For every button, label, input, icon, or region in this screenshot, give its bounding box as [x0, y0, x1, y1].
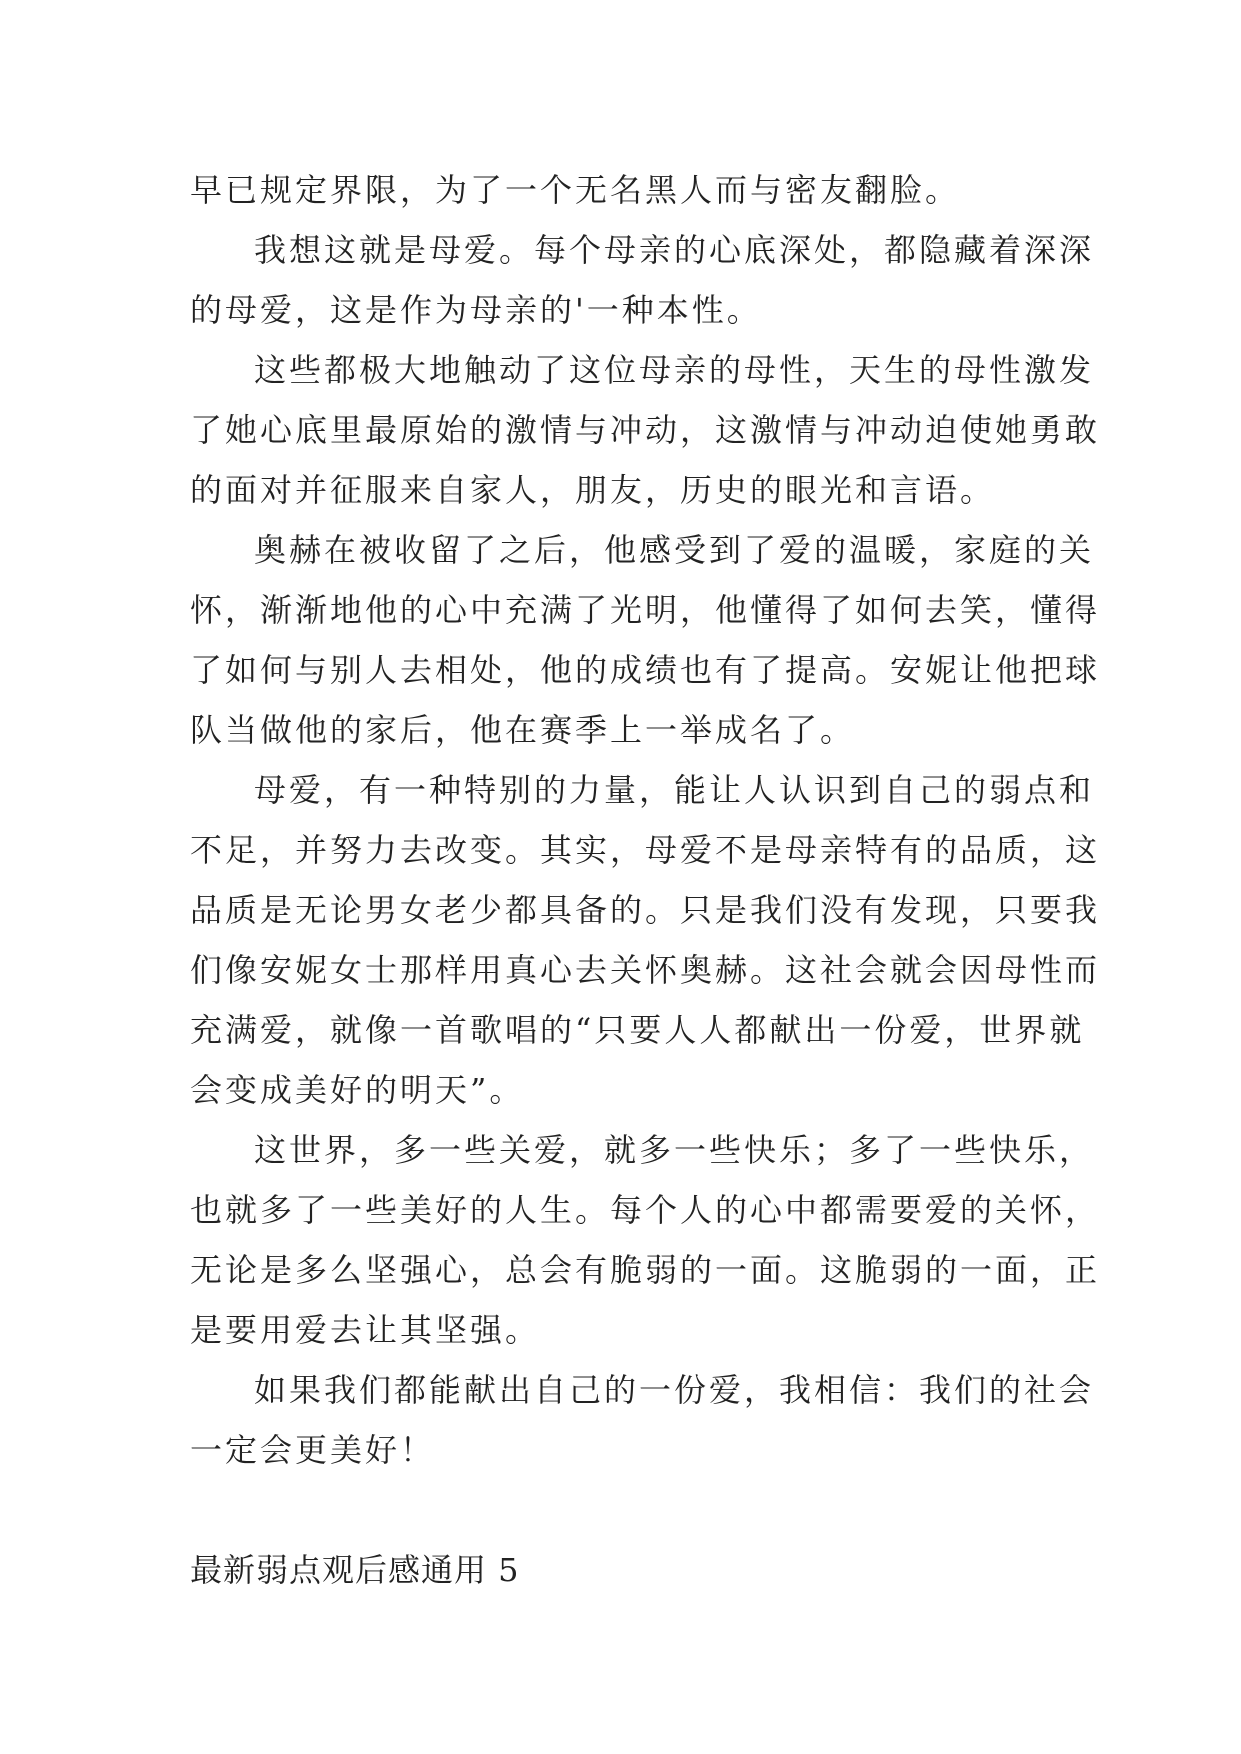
paragraph	[190, 340, 1101, 520]
paragraph	[190, 220, 1095, 340]
section-heading: 最新弱点观后感通用 5	[190, 1551, 520, 1589]
text-line: 是要用爱去让其坚强。	[190, 1311, 541, 1349]
text-line: 母爱，有一种特别的力量，能让人认识到自己的弱点和	[254, 771, 1095, 809]
text-line: 品质是无论男女老少都具备的。只是我们没有发现，只要我	[190, 891, 1101, 929]
text-line: 了她心底里最原始的激情与冲动，这激情与冲动迫使她勇敢	[190, 411, 1101, 449]
text-line: 会变成美好的明天”。	[190, 1071, 525, 1109]
text-line: 们像安妮女士那样用真心去关怀奥赫。这社会就会因母性而	[190, 951, 1101, 989]
blank-spacer	[190, 1480, 1056, 1540]
paragraph	[190, 520, 1101, 760]
paragraph	[190, 1120, 1101, 1360]
text-line: 的母爱，这是作为母亲的'一种本性。	[190, 291, 762, 329]
text-line: 这世界，多一些关爱，就多一些快乐；多了一些快乐，	[254, 1131, 1095, 1169]
text-line: 了如何与别人去相处，他的成绩也有了提高。安妮让他把球	[190, 651, 1101, 689]
text-line: 队当做他的家后，他在赛季上一举成名了。	[190, 711, 856, 749]
text-line: 早已规定界限，为了一个无名黑人而与密友翻脸。	[190, 171, 961, 209]
text-line: 如果我们都能献出自己的一份爱，我相信：我们的社会	[254, 1371, 1095, 1409]
paragraph	[190, 160, 1056, 220]
text-line: 一定会更美好！	[190, 1431, 436, 1469]
text-line: 这些都极大地触动了这位母亲的母性，天生的母性激发	[254, 351, 1095, 389]
paragraph	[190, 760, 1101, 1120]
text-line: 我想这就是母爱。每个母亲的心底深处，都隐藏着深深	[254, 231, 1095, 269]
text-line: 不足，并努力去改变。其实，母爱不是母亲特有的品质，这	[190, 831, 1101, 869]
document-body	[190, 160, 1101, 1600]
text-line: 的面对并征服来自家人，朋友，历史的眼光和言语。	[190, 471, 996, 509]
text-line: 充满爱，就像一首歌唱的“只要人人都献出一份爱，世界就	[190, 1011, 1085, 1049]
text-line: 也就多了一些美好的人生。每个人的心中都需要爱的关怀，	[190, 1191, 1101, 1229]
text-line: 怀，渐渐地他的心中充满了光明，他懂得了如何去笑，懂得	[190, 591, 1101, 629]
paragraph	[190, 1360, 1095, 1480]
text-line: 无论是多么坚强心，总会有脆弱的一面。这脆弱的一面，正	[190, 1251, 1101, 1289]
text-line: 奥赫在被收留了之后，他感受到了爱的温暖，家庭的关	[254, 531, 1095, 569]
